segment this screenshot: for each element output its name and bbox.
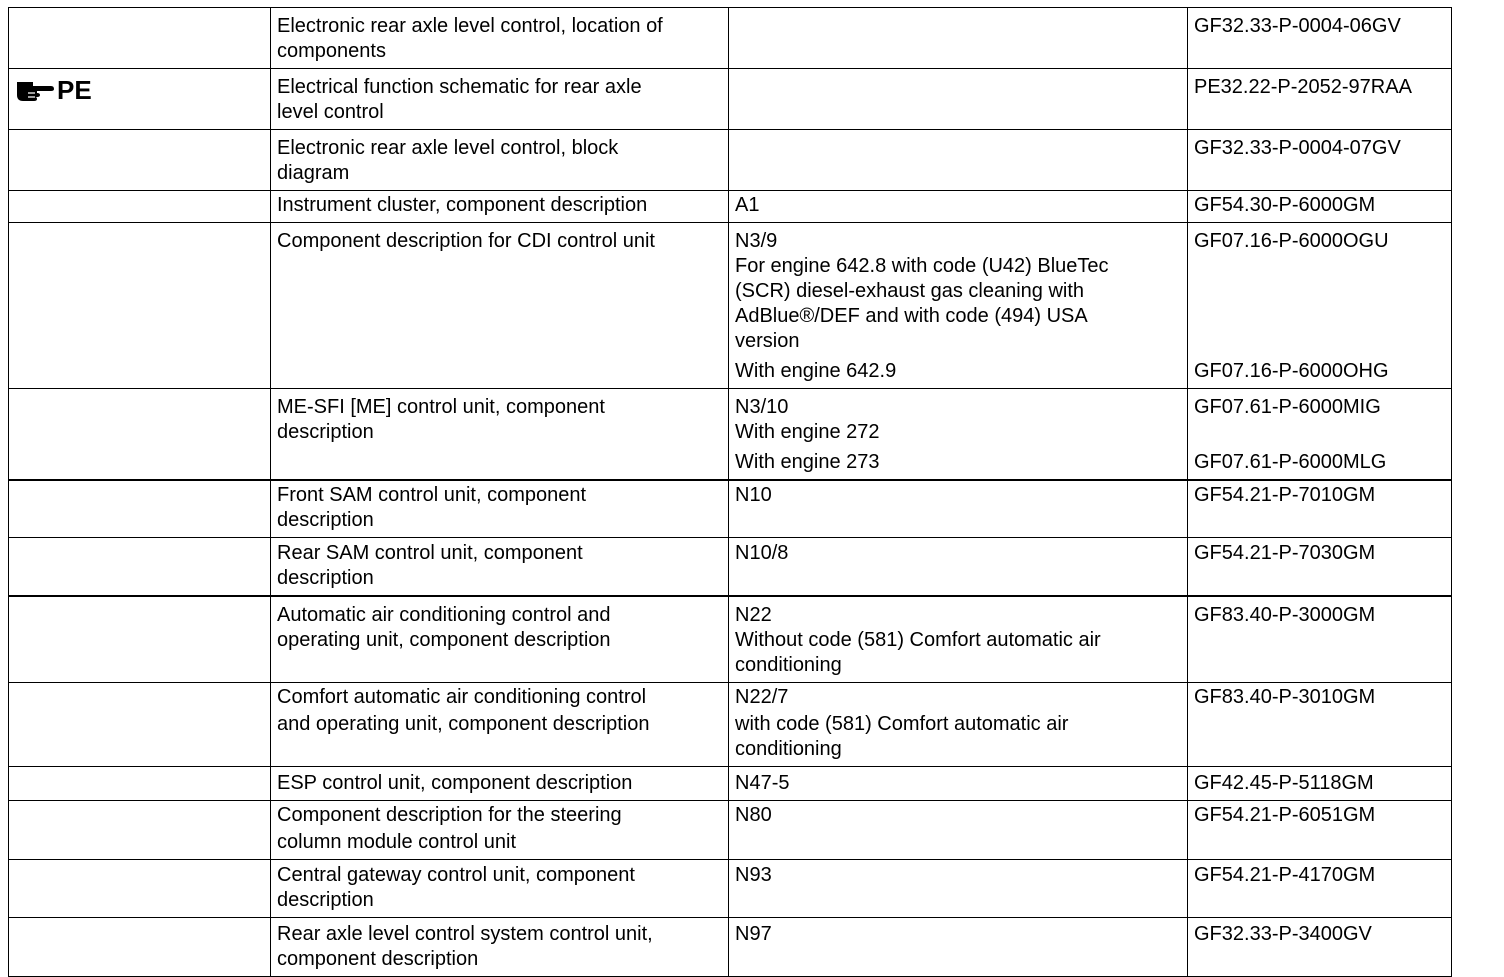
title-cell: [271, 130, 729, 191]
doc-cell[interactable]: [1188, 69, 1452, 130]
marker-cell: [9, 223, 271, 389]
doc-cell[interactable]: [1188, 683, 1452, 767]
code-line: With engine 273: [735, 451, 880, 473]
table-row: [9, 191, 1452, 223]
title-cell: [271, 223, 729, 389]
code-cell: [729, 918, 1188, 977]
doc-link[interactable]: GF54.21-P-7010GM: [1194, 484, 1376, 506]
doc-cell[interactable]: [1188, 801, 1452, 860]
title-cell: [271, 683, 729, 767]
table-row: [9, 8, 1452, 69]
title-line: description: [277, 567, 374, 589]
code-line: N97: [735, 923, 772, 945]
code-line: AdBlue®/DEF and with code (494) USA: [735, 305, 1088, 327]
code-line: With engine 642.9: [735, 360, 897, 382]
code-line: N93: [735, 864, 772, 886]
table-row: [9, 801, 1452, 860]
doc-link[interactable]: GF07.61-P-6000MIG: [1194, 396, 1381, 418]
marker-cell: [9, 801, 271, 860]
doc-cell[interactable]: [1188, 223, 1452, 389]
title-line: Instrument cluster, component description: [277, 194, 648, 216]
table-row: [9, 223, 1452, 389]
pointing-hand-icon: [15, 78, 55, 102]
doc-link[interactable]: GF42.45-P-5118GM: [1194, 772, 1374, 794]
code-line: For engine 642.8 with code (U42) BlueTec: [735, 255, 1109, 277]
code-line: N10/8: [735, 542, 789, 564]
code-line: A1: [735, 194, 760, 216]
code-cell: [729, 480, 1188, 538]
title-line: diagram: [277, 162, 350, 184]
marker-cell: [9, 596, 271, 683]
doc-link[interactable]: GF83.40-P-3000GM: [1194, 604, 1376, 626]
code-cell: [729, 130, 1188, 191]
pe-marker: [15, 75, 264, 103]
doc-cell[interactable]: [1188, 389, 1452, 481]
marker-cell: [9, 918, 271, 977]
table-row: [9, 683, 1452, 767]
title-line: components: [277, 40, 386, 62]
doc-cell[interactable]: [1188, 480, 1452, 538]
title-cell: [271, 8, 729, 69]
code-line: conditioning: [735, 654, 842, 676]
code-line: N22/7: [735, 686, 789, 708]
marker-cell: [9, 480, 271, 538]
code-line: With engine 272: [735, 421, 880, 443]
title-line: and operating unit, component description: [277, 713, 650, 735]
title-line: Component description for CDI control unit: [277, 230, 655, 252]
doc-link[interactable]: GF07.16-P-6000OHG: [1194, 360, 1389, 382]
title-line: Automatic air conditioning control and: [277, 604, 611, 626]
title-cell: [271, 767, 729, 801]
marker-cell: [9, 69, 271, 130]
title-line: Rear axle level control system control unit,: [277, 923, 653, 945]
title-cell: [271, 801, 729, 860]
doc-cell[interactable]: [1188, 767, 1452, 801]
code-line: version: [735, 330, 800, 352]
title-cell: [271, 191, 729, 223]
title-cell: [271, 69, 729, 130]
doc-link[interactable]: GF32.33-P-0004-06GV: [1194, 15, 1401, 37]
marker-cell: [9, 767, 271, 801]
code-cell: [729, 8, 1188, 69]
code-cell: [729, 223, 1188, 389]
title-line: Electronic rear axle level control, location of: [277, 15, 663, 37]
code-line: N80: [735, 804, 772, 826]
code-line: N47-5: [735, 772, 790, 794]
code-cell: [729, 389, 1188, 481]
table-row: [9, 389, 1452, 481]
title-line: Rear SAM control unit, component: [277, 542, 583, 564]
title-cell: [271, 596, 729, 683]
marker-label: PE: [57, 75, 92, 105]
title-line: Electrical function schematic for rear axle: [277, 76, 642, 98]
marker-cell: [9, 389, 271, 481]
doc-cell[interactable]: [1188, 8, 1452, 69]
code-line: N3/9: [735, 230, 778, 252]
code-cell: [729, 596, 1188, 683]
marker-cell: [9, 538, 271, 597]
doc-cell[interactable]: [1188, 918, 1452, 977]
doc-cell[interactable]: [1188, 191, 1452, 223]
doc-cell[interactable]: [1188, 130, 1452, 191]
table-row: [9, 480, 1452, 538]
title-line: level control: [277, 101, 384, 123]
doc-link[interactable]: GF83.40-P-3010GM: [1194, 686, 1376, 708]
doc-link[interactable]: GF07.61-P-6000MLG: [1194, 451, 1387, 473]
title-cell: [271, 538, 729, 597]
code-cell: [729, 538, 1188, 597]
doc-link[interactable]: GF32.33-P-3400GV: [1194, 923, 1372, 945]
title-line: operating unit, component description: [277, 629, 611, 651]
title-line: description: [277, 509, 374, 531]
marker-cell: [9, 683, 271, 767]
table-row: [9, 918, 1452, 977]
marker-cell: [9, 860, 271, 918]
title-line: description: [277, 421, 374, 443]
doc-link[interactable]: PE32.22-P-2052-97RAA: [1194, 76, 1412, 98]
code-line: N3/10: [735, 396, 789, 418]
code-cell: [729, 767, 1188, 801]
table-row: [9, 767, 1452, 801]
title-cell: [271, 918, 729, 977]
title-line: column module control unit: [277, 831, 517, 853]
doc-link[interactable]: GF07.16-P-6000OGU: [1194, 230, 1389, 252]
doc-cell[interactable]: [1188, 538, 1452, 597]
table-row: [9, 538, 1452, 597]
marker-cell: [9, 8, 271, 69]
table-row: [9, 130, 1452, 191]
code-cell: [729, 69, 1188, 130]
doc-link[interactable]: GF32.33-P-0004-07GV: [1194, 137, 1401, 159]
code-line: Without code (581) Comfort automatic air: [735, 629, 1101, 651]
title-line: description: [277, 889, 374, 911]
doc-link[interactable]: GF54.21-P-4170GM: [1194, 864, 1376, 886]
code-cell: [729, 683, 1188, 767]
doc-link[interactable]: GF54.30-P-6000GM: [1194, 194, 1376, 216]
title-line: ME-SFI [ME] control unit, component: [277, 396, 605, 418]
code-line: N22: [735, 604, 772, 626]
title-line: Component description for the steering: [277, 804, 622, 826]
doc-link[interactable]: GF54.21-P-7030GM: [1194, 542, 1376, 564]
code-cell: [729, 191, 1188, 223]
title-line: Central gateway control unit, component: [277, 864, 635, 886]
title-line: Electronic rear axle level control, block: [277, 137, 619, 159]
code-line: N10: [735, 484, 772, 506]
title-line: Comfort automatic air conditioning control: [277, 686, 647, 708]
table-row: [9, 596, 1452, 683]
table-row: [9, 860, 1452, 918]
title-line: component description: [277, 948, 479, 970]
marker-cell: [9, 130, 271, 191]
title-line: Front SAM control unit, component: [277, 484, 587, 506]
marker-cell: [9, 191, 271, 223]
title-cell: [271, 480, 729, 538]
title-cell: [271, 860, 729, 918]
title-line: ESP control unit, component description: [277, 772, 633, 794]
doc-link[interactable]: GF54.21-P-6051GM: [1194, 804, 1376, 826]
code-cell: [729, 801, 1188, 860]
table-row: [9, 69, 1452, 130]
title-cell: [271, 389, 729, 481]
code-cell: [729, 860, 1188, 918]
code-line: conditioning: [735, 738, 842, 760]
code-line: (SCR) diesel-exhaust gas cleaning with: [735, 280, 1085, 302]
code-line: with code (581) Comfort automatic air: [735, 713, 1069, 735]
reference-table: [8, 7, 1452, 977]
doc-cell[interactable]: [1188, 596, 1452, 683]
doc-cell[interactable]: [1188, 860, 1452, 918]
